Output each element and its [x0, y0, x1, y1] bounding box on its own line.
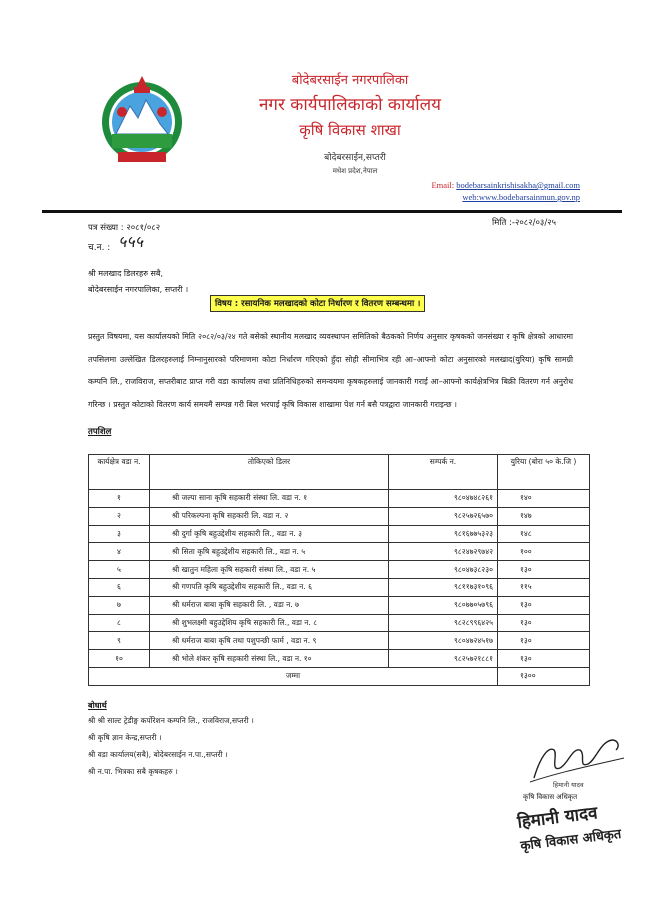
ward-cell: ५ [89, 561, 150, 579]
dispatch-number-value: ५५५ [118, 232, 143, 251]
contact-cell: ९८०४७२४५१७ [389, 632, 498, 650]
office-address: बोदेबरसाईन,सप्तरी [324, 153, 386, 163]
cc-item: श्री वडा कार्यालय(सबै), बोदेबरसाईन न.पा.,सप्तरी । [88, 750, 228, 759]
table-row [89, 614, 590, 632]
dealer-cell: श्री परिकल्पना कृषि सहकारी लि. वडा न. २ [150, 507, 389, 525]
dealer-quota-table [88, 454, 590, 686]
ward-cell: ६ [89, 578, 150, 596]
contact-cell: ९८०४७३८२३० [389, 561, 498, 579]
details-heading: तपशिल [88, 427, 112, 437]
contact-cell: ९८२५७२६५७० [389, 507, 498, 525]
urea-cell: १३० [498, 650, 590, 668]
contact-cell: ९८१६७७५३२३ [389, 525, 498, 543]
contact-cell: ९८२५७२१८८१ [389, 650, 498, 668]
table-row [89, 596, 590, 614]
dealer-cell: श्री जल्पा साना कृषि सहकारी संस्था लि. वडा न. १ [150, 490, 389, 508]
office-name: नगर कार्यपालिकाको कार्यालय [258, 95, 442, 115]
dealer-cell: श्री गणपति कृषि बहुउद्देशीय सहकारी लि., वडा न. ६ [150, 578, 389, 596]
table-row [89, 507, 590, 525]
table-row [89, 650, 590, 668]
recipient-line-2: बोदेबरसाईन नगरपालिका, सप्तरी । [88, 285, 189, 294]
dealer-cell: श्री सिता कृषि बहुउद्देशीय सहकारी लि., वडा न. ५ [150, 543, 389, 561]
office-province: मधेश प्रदेश,नेपाल [332, 167, 378, 175]
title-stamp: कृषि विकास अधिकृत [519, 826, 623, 855]
table-row [89, 561, 590, 579]
ward-cell: १० [89, 650, 150, 668]
urea-cell: १३० [498, 632, 590, 650]
ward-cell: २ [89, 507, 150, 525]
ward-cell: ७ [89, 596, 150, 614]
name-stamp: हिमानी यादव [516, 803, 599, 833]
section-name: कृषि विकास शाखा [299, 121, 401, 139]
urea-cell: १४७ [498, 507, 590, 525]
email-line [330, 180, 580, 190]
table-row [89, 578, 590, 596]
header-ward: कार्यक्षेत्र वडा न. [89, 455, 150, 490]
urea-cell: १३० [498, 614, 590, 632]
cc-item: श्री कृषि ज्ञान केन्द्र,सप्तरी । [88, 733, 162, 742]
urea-cell: ११५ [498, 578, 590, 596]
dealer-cell: श्री खातुन महिला कृषि सहकारी संस्था लि., वडा न. ५ [150, 561, 389, 579]
dealer-cell: श्री धर्मराज बाबा कृषि तथा पशुपन्छी फार्म , वडा न. ९ [150, 632, 389, 650]
contact-cell: ९८०७७०५७९६ [389, 596, 498, 614]
subject-line: विषय : रसायनिक मलखादको कोटा निर्धारण र वितरण सम्बन्धमा । [210, 295, 425, 312]
dealer-cell: श्री शुभलक्ष्मी बहुउद्देशिय कृषि सहकारी लि., वडा न. ८ [150, 614, 389, 632]
urea-cell: १०० [498, 543, 590, 561]
header-urea: युरिया (बोरा ५० के.जि ) [498, 455, 590, 490]
cc-item: श्री न.पा. भित्रका सबै कृषकहरु । [88, 767, 178, 776]
letter-body: प्रस्तुत विषयमा, यस कार्यालयको मिति २०८२/०३/२४ गते बसेको स्थानीय मलखाद व्यवस्थापन समितिको बैठकको निर्णय अनुसार कृषकको जनसंख्या र कृषि क्षेत्रको आधारमा तपसिलमा उल्लेखित डिलरहरुलाई निम्नानुसारको परिमाणमा कोटा निर्धारण गरिएको हुँदा सोही सीमाभित्र रही आ–आफ्नो कोटा अनुसारको मलखाद(युरिया) कृषि सामग्री कम्पनि लि., राजविराज, सप्तरीबाट प्राप्त गरी वडा कार्यालय तथा प्रतिनिधिहरुको समन्वयमा कृषकहरुलाई जानकारी गराई आ–आफ्नो कार्यक्षेत्रभित्र बिक्री वितरण गर्न अनुरोध गरिन्छ । प्रस्तुत कोटाको वितरण कार्य समयमै सम्पन्न गरी बिल भरपाई कृषि विकास शाखामा पेश गर्न बसै पत्रद्वारा जानकारी गराइन्छ । [88, 332, 573, 409]
header-contact: सम्पर्क न. [389, 455, 498, 490]
cc-heading: बोधार्थ [88, 701, 107, 710]
ward-cell: १ [89, 490, 150, 508]
header-divider [42, 210, 622, 213]
total-label: जम्मा [89, 667, 498, 685]
contact-cell: ९८११७३१०९६ [389, 578, 498, 596]
handwritten-signature [520, 728, 630, 788]
table-total-row [89, 667, 590, 685]
total-value: १३०० [498, 667, 590, 685]
table-row [89, 632, 590, 650]
ward-cell: ८ [89, 614, 150, 632]
email-label: Email: [431, 180, 455, 190]
urea-cell: १३० [498, 561, 590, 579]
dealer-cell: श्री भोले शंकर कृषि सहकारी संस्था लि., वडा न. १० [150, 650, 389, 668]
header-dealer: तोकिएको डिलर [150, 455, 389, 490]
email-link[interactable]: bodebarsainkrishisakha@gmail.com [456, 180, 580, 190]
ward-cell: ४ [89, 543, 150, 561]
reference-number: पत्र संख्या : २०८१/०८२ [88, 223, 161, 233]
municipality-name: बोदेबरसाईन नगरपालिका [291, 73, 409, 88]
website-link[interactable]: web:www.bodebarsainmun.gov.np [462, 192, 580, 202]
contact-cell: ९८२८९९६४२५ [389, 614, 498, 632]
signatory-title: कृषि विकास अधिकृत [523, 793, 578, 801]
ward-cell: ९ [89, 632, 150, 650]
contact-cell: ९८०४७४८२६१ [389, 490, 498, 508]
web-line [330, 192, 580, 202]
recipient-line-1: श्री मलखाद डिलरहरु सबै, [88, 269, 164, 278]
urea-cell: १३० [498, 596, 590, 614]
dispatch-number-label: च.न. : [88, 243, 111, 253]
table-row [89, 490, 590, 508]
dealer-cell: श्री दुर्गा कृषि बहुउद्देशीय सहकारी लि., वडा न. ३ [150, 525, 389, 543]
ward-cell: ३ [89, 525, 150, 543]
signatory-name: हिमानी यादव [553, 781, 584, 789]
letter-date: मिति :-२०८२/०३/२५ [492, 218, 557, 228]
urea-cell: १४८ [498, 525, 590, 543]
cc-item: श्री श्री साल्ट ट्रेडीङ्ग कर्पोरेशन कम्पनि लि., राजविराज,सप्तरी । [88, 716, 254, 725]
contact-cell: ९८२४७२९७४२ [389, 543, 498, 561]
table-header-row [89, 455, 590, 490]
table-row [89, 525, 590, 543]
table-row [89, 543, 590, 561]
urea-cell: १४० [498, 490, 590, 508]
nepal-emblem-icon [98, 72, 186, 170]
dealer-cell: श्री धर्मराज बाबा कृषि सहकारी लि. , वडा न. ७ [150, 596, 389, 614]
